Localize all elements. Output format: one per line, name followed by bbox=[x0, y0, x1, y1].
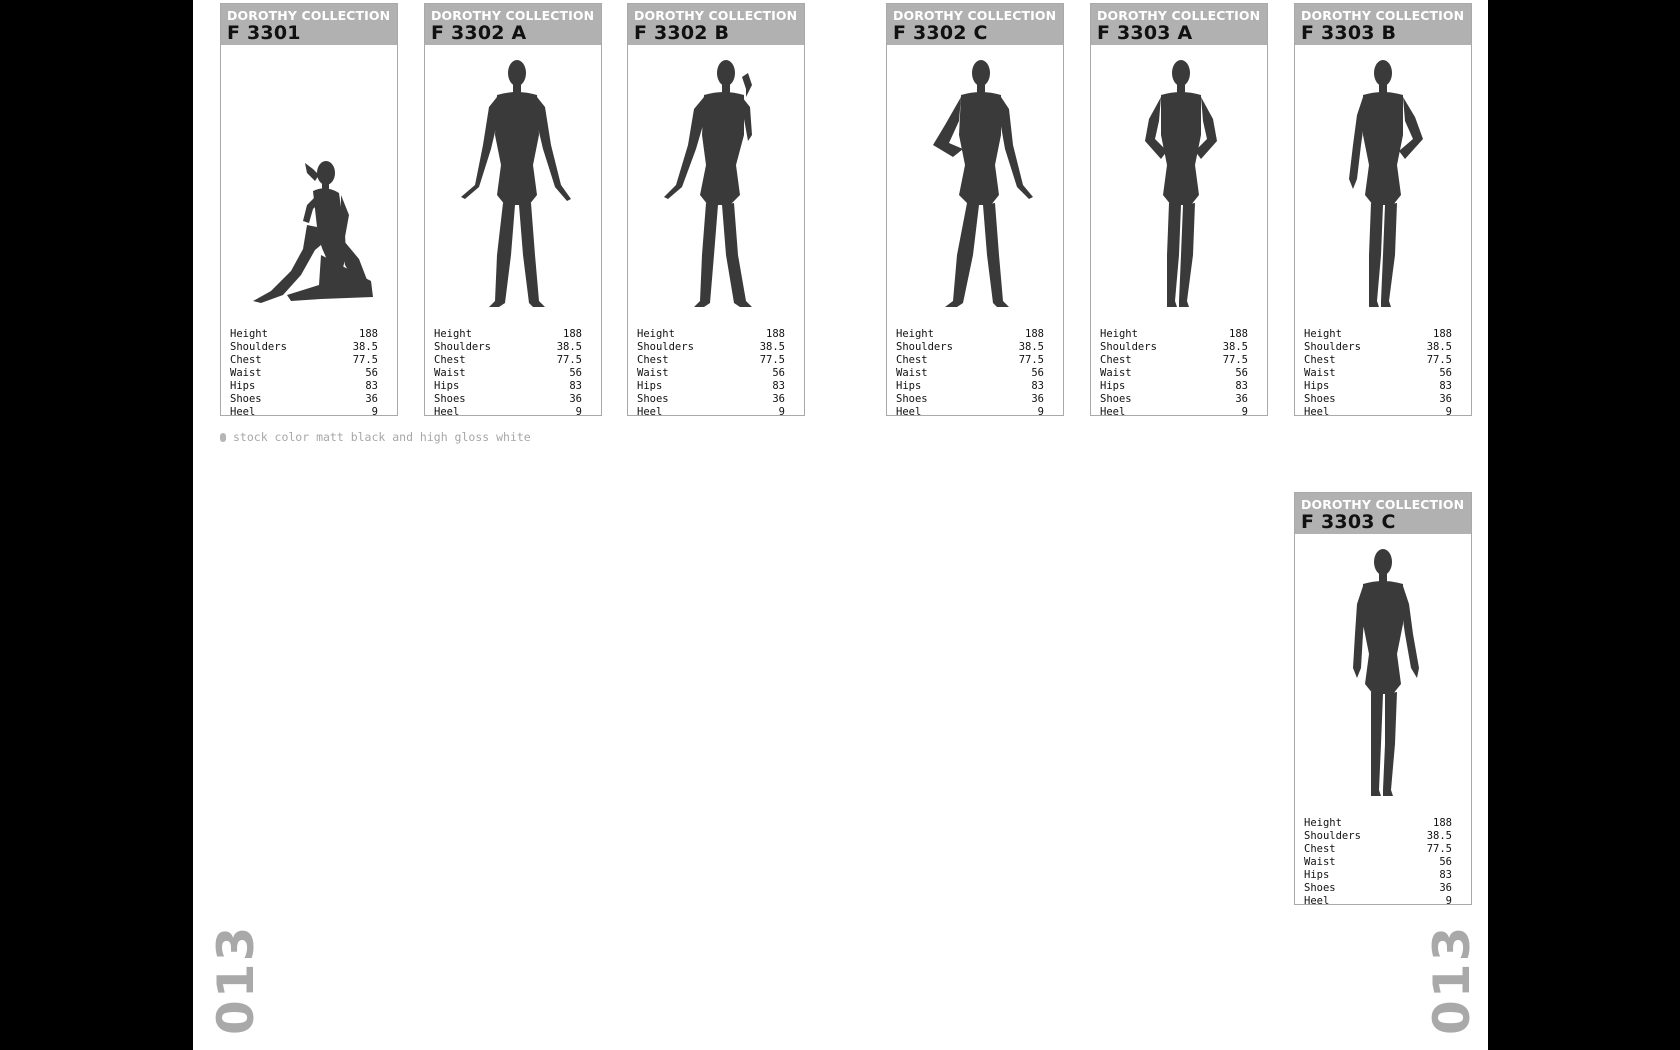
spec-value: 188 bbox=[563, 328, 582, 340]
product-card-f3301[interactable] bbox=[220, 3, 398, 416]
spec-label: Shoulders bbox=[1100, 341, 1157, 353]
spec-row bbox=[1100, 393, 1248, 406]
spec-row bbox=[1304, 869, 1452, 882]
spec-row bbox=[896, 393, 1044, 406]
product-card-f3302a[interactable] bbox=[424, 3, 602, 416]
spec-value: 9 bbox=[778, 406, 785, 418]
spec-value: 56 bbox=[1439, 367, 1452, 379]
product-code: F 3302 C bbox=[893, 22, 988, 44]
card-header bbox=[1295, 4, 1471, 45]
spec-row bbox=[434, 393, 582, 406]
spec-label: Shoes bbox=[1100, 393, 1132, 405]
spec-value: 56 bbox=[772, 367, 785, 379]
spec-row bbox=[1304, 843, 1452, 856]
spec-value: 38.5 bbox=[759, 341, 785, 353]
collection-name: DOROTHY COLLECTION bbox=[1097, 8, 1261, 23]
spec-value: 38.5 bbox=[556, 341, 582, 353]
spec-value: 36 bbox=[1439, 393, 1452, 405]
spec-label: Waist bbox=[230, 367, 262, 379]
product-card-f3303a[interactable] bbox=[1090, 3, 1268, 416]
spec-row bbox=[1304, 830, 1452, 843]
spec-label: Hips bbox=[1304, 380, 1330, 392]
spec-row bbox=[230, 341, 378, 354]
spec-row bbox=[230, 393, 378, 406]
card-header bbox=[628, 4, 804, 45]
spec-value: 77.5 bbox=[1426, 354, 1452, 366]
card-header bbox=[887, 4, 1063, 45]
spec-row bbox=[434, 354, 582, 367]
spec-value: 56 bbox=[1031, 367, 1044, 379]
spec-row bbox=[1100, 354, 1248, 367]
spec-label: Heel bbox=[637, 406, 663, 418]
spec-row bbox=[1100, 341, 1248, 354]
specs-table bbox=[1304, 328, 1452, 419]
spec-row bbox=[230, 380, 378, 393]
spec-label: Chest bbox=[896, 354, 928, 366]
spec-label: Heel bbox=[1304, 895, 1330, 907]
spec-value: 83 bbox=[772, 380, 785, 392]
spec-value: 77.5 bbox=[1018, 354, 1044, 366]
page-number-left: 013 bbox=[207, 924, 265, 1035]
stock-color-note bbox=[220, 430, 531, 444]
spec-label: Shoes bbox=[1304, 393, 1336, 405]
standing-mannequin-image bbox=[425, 45, 601, 325]
spec-row bbox=[1304, 882, 1452, 895]
collection-name: DOROTHY COLLECTION bbox=[893, 8, 1057, 23]
spec-value: 38.5 bbox=[1222, 341, 1248, 353]
spec-label: Shoes bbox=[896, 393, 928, 405]
spec-row bbox=[230, 328, 378, 341]
spec-value: 188 bbox=[1433, 328, 1452, 340]
spec-label: Chest bbox=[230, 354, 262, 366]
spec-label: Height bbox=[1304, 817, 1342, 829]
spec-label: Shoes bbox=[637, 393, 669, 405]
spec-value: 83 bbox=[1031, 380, 1044, 392]
spec-label: Waist bbox=[1304, 367, 1336, 379]
specs-table bbox=[637, 328, 785, 419]
spec-label: Waist bbox=[1304, 856, 1336, 868]
spec-value: 9 bbox=[1445, 895, 1452, 907]
spec-value: 56 bbox=[1439, 856, 1452, 868]
spec-label: Chest bbox=[1304, 354, 1336, 366]
spec-label: Height bbox=[896, 328, 934, 340]
spec-row bbox=[896, 341, 1044, 354]
bullet-icon bbox=[220, 433, 226, 442]
spec-value: 83 bbox=[1439, 380, 1452, 392]
product-code: F 3302 A bbox=[431, 22, 527, 44]
spec-row bbox=[1304, 328, 1452, 341]
spec-value: 188 bbox=[766, 328, 785, 340]
spec-label: Waist bbox=[896, 367, 928, 379]
standing-arms-down-mannequin-image bbox=[1295, 534, 1471, 814]
spec-label: Hips bbox=[1304, 869, 1330, 881]
spec-value: 36 bbox=[1235, 393, 1248, 405]
collection-name: DOROTHY COLLECTION bbox=[1301, 8, 1465, 23]
spec-value: 83 bbox=[1235, 380, 1248, 392]
spec-label: Heel bbox=[1304, 406, 1330, 418]
spec-row bbox=[1304, 856, 1452, 869]
spec-row bbox=[637, 380, 785, 393]
spec-row bbox=[434, 380, 582, 393]
spec-label: Chest bbox=[637, 354, 669, 366]
spec-row bbox=[896, 380, 1044, 393]
spec-row bbox=[637, 367, 785, 380]
spec-row bbox=[896, 328, 1044, 341]
spec-row bbox=[434, 341, 582, 354]
spec-value: 9 bbox=[1241, 406, 1248, 418]
spec-label: Shoulders bbox=[1304, 341, 1361, 353]
spec-label: Hips bbox=[637, 380, 663, 392]
spec-value: 38.5 bbox=[1426, 341, 1452, 353]
spec-row bbox=[637, 341, 785, 354]
spec-row bbox=[637, 406, 785, 419]
spec-row bbox=[1304, 380, 1452, 393]
spec-label: Height bbox=[637, 328, 675, 340]
spec-value: 188 bbox=[1229, 328, 1248, 340]
spec-row bbox=[230, 367, 378, 380]
spec-row bbox=[1100, 380, 1248, 393]
collection-name: DOROTHY COLLECTION bbox=[634, 8, 798, 23]
spec-value: 77.5 bbox=[759, 354, 785, 366]
spec-value: 56 bbox=[569, 367, 582, 379]
spec-value: 77.5 bbox=[556, 354, 582, 366]
spec-value: 188 bbox=[359, 328, 378, 340]
spec-row bbox=[1304, 406, 1452, 419]
spec-row bbox=[637, 328, 785, 341]
collection-name: DOROTHY COLLECTION bbox=[431, 8, 595, 23]
spec-label: Chest bbox=[1100, 354, 1132, 366]
spec-label: Shoes bbox=[1304, 882, 1336, 894]
spec-label: Waist bbox=[434, 367, 466, 379]
spec-row bbox=[1304, 354, 1452, 367]
spec-label: Height bbox=[1100, 328, 1138, 340]
spec-value: 9 bbox=[1445, 406, 1452, 418]
spec-value: 9 bbox=[371, 406, 378, 418]
standing-hand-on-hip-mannequin-image bbox=[1295, 45, 1471, 325]
spec-value: 188 bbox=[1433, 817, 1452, 829]
spec-label: Heel bbox=[896, 406, 922, 418]
standing-hand-to-face-mannequin-image bbox=[628, 45, 804, 325]
product-card-f3303c[interactable] bbox=[1294, 492, 1472, 905]
product-card-f3303b[interactable] bbox=[1294, 3, 1472, 416]
specs-table bbox=[434, 328, 582, 419]
specs-table bbox=[896, 328, 1044, 419]
product-code: F 3303 A bbox=[1097, 22, 1193, 44]
spec-row bbox=[637, 393, 785, 406]
product-card-f3302c[interactable] bbox=[886, 3, 1064, 416]
spec-label: Shoulders bbox=[637, 341, 694, 353]
card-header bbox=[1091, 4, 1267, 45]
spec-label: Hips bbox=[230, 380, 256, 392]
spec-row bbox=[230, 354, 378, 367]
spec-row bbox=[896, 406, 1044, 419]
spec-value: 77.5 bbox=[1426, 843, 1452, 855]
card-header bbox=[221, 4, 397, 45]
specs-table bbox=[230, 328, 378, 419]
spec-label: Heel bbox=[434, 406, 460, 418]
product-code: F 3303 B bbox=[1301, 22, 1397, 44]
spec-value: 9 bbox=[1037, 406, 1044, 418]
spec-row bbox=[1304, 895, 1452, 908]
spec-value: 36 bbox=[1439, 882, 1452, 894]
spec-value: 38.5 bbox=[1426, 830, 1452, 842]
spec-value: 36 bbox=[365, 393, 378, 405]
spec-value: 83 bbox=[569, 380, 582, 392]
spec-label: Height bbox=[434, 328, 472, 340]
spec-value: 38.5 bbox=[1018, 341, 1044, 353]
spec-label: Heel bbox=[1100, 406, 1126, 418]
spec-row bbox=[1304, 817, 1452, 830]
product-code: F 3302 B bbox=[634, 22, 730, 44]
spec-value: 83 bbox=[365, 380, 378, 392]
page-number-right: 013 bbox=[1423, 924, 1481, 1035]
spec-row bbox=[1304, 341, 1452, 354]
spec-value: 77.5 bbox=[1222, 354, 1248, 366]
collection-name: DOROTHY COLLECTION bbox=[227, 8, 391, 23]
spec-row bbox=[896, 354, 1044, 367]
standing-hand-on-hip-mannequin-image bbox=[887, 45, 1063, 325]
product-code: F 3301 bbox=[227, 22, 301, 44]
spec-row bbox=[1100, 367, 1248, 380]
spec-value: 56 bbox=[1235, 367, 1248, 379]
spec-row bbox=[1304, 393, 1452, 406]
catalog-page bbox=[193, 0, 1488, 1050]
spec-label: Shoulders bbox=[1304, 830, 1361, 842]
spec-label: Waist bbox=[637, 367, 669, 379]
standing-hands-on-hips-mannequin-image bbox=[1091, 45, 1267, 325]
spec-label: Shoulders bbox=[434, 341, 491, 353]
spec-label: Height bbox=[230, 328, 268, 340]
spec-value: 56 bbox=[365, 367, 378, 379]
spec-label: Shoes bbox=[434, 393, 466, 405]
spec-row bbox=[1304, 367, 1452, 380]
spec-value: 188 bbox=[1025, 328, 1044, 340]
spec-label: Hips bbox=[1100, 380, 1126, 392]
spec-value: 83 bbox=[1439, 869, 1452, 881]
spec-value: 36 bbox=[569, 393, 582, 405]
spec-value: 36 bbox=[772, 393, 785, 405]
spec-row bbox=[896, 367, 1044, 380]
spec-row bbox=[1100, 328, 1248, 341]
spec-label: Hips bbox=[434, 380, 460, 392]
spec-row bbox=[434, 406, 582, 419]
spec-label: Waist bbox=[1100, 367, 1132, 379]
spec-value: 77.5 bbox=[352, 354, 378, 366]
collection-name: DOROTHY COLLECTION bbox=[1301, 497, 1465, 512]
spec-label: Shoulders bbox=[896, 341, 953, 353]
card-header bbox=[425, 4, 601, 45]
spec-label: Shoes bbox=[230, 393, 262, 405]
spec-label: Hips bbox=[896, 380, 922, 392]
spec-row bbox=[637, 354, 785, 367]
spec-label: Chest bbox=[434, 354, 466, 366]
product-card-f3302b[interactable] bbox=[627, 3, 805, 416]
spec-row bbox=[1100, 406, 1248, 419]
spec-value: 38.5 bbox=[352, 341, 378, 353]
card-header bbox=[1295, 493, 1471, 534]
seated-mannequin-image bbox=[221, 45, 397, 325]
spec-value: 9 bbox=[575, 406, 582, 418]
product-code: F 3303 C bbox=[1301, 511, 1396, 533]
spec-label: Height bbox=[1304, 328, 1342, 340]
specs-table bbox=[1100, 328, 1248, 419]
spec-row bbox=[434, 367, 582, 380]
spec-label: Heel bbox=[230, 406, 256, 418]
specs-table bbox=[1304, 817, 1452, 908]
spec-label: Chest bbox=[1304, 843, 1336, 855]
note-text: stock color matt black and high gloss white bbox=[233, 430, 531, 444]
spec-row bbox=[434, 328, 582, 341]
spec-row bbox=[230, 406, 378, 419]
spec-label: Shoulders bbox=[230, 341, 287, 353]
spec-value: 36 bbox=[1031, 393, 1044, 405]
